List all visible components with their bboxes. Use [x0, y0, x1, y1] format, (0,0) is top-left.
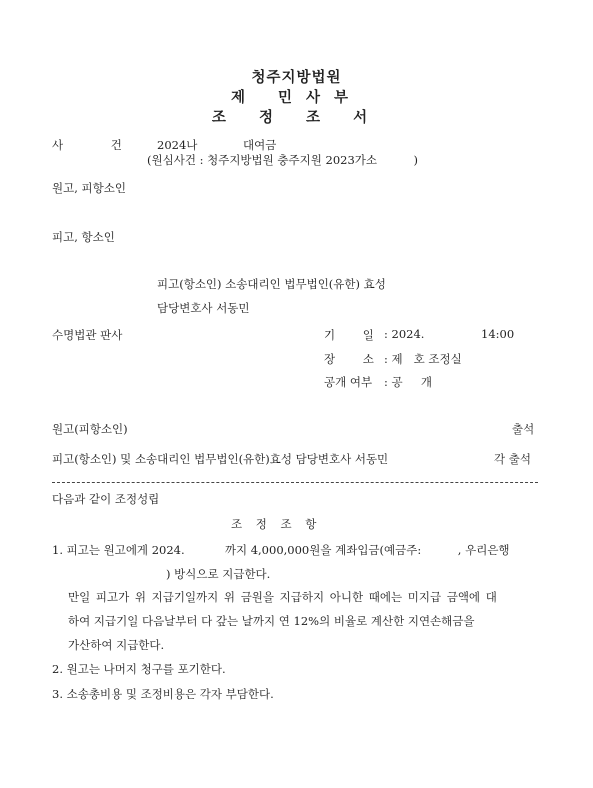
plaintiff-label: 원고, 피항소인 — [52, 181, 126, 195]
original-case: (원심사건 : 청주지방법원 충주지원 2023가소 ) — [147, 153, 419, 167]
division-name: 제 민사부 — [230, 90, 363, 106]
settlement-item-3: 3. 소송총비용 및 조정비용은 각자 부담한다. — [52, 687, 274, 701]
date-value: : 2024. — [384, 327, 425, 341]
settlement-item-1-clause-c: 가산하여 지급한다. — [68, 638, 165, 652]
judge-label: 수명법관 판사 — [52, 328, 123, 342]
settlement-item-2: 2. 원고는 나머지 청구를 포기한다. — [52, 662, 226, 676]
settlement-item-1-method: ) 방식으로 지급한다. — [166, 567, 271, 581]
date-label: 기 일 — [324, 328, 374, 342]
settlement-item-1-clause-a: 만일 피고가 위 지급기일까지 위 금원을 지급하지 아니한 때에는 미지급 금액에 대 — [68, 590, 497, 604]
plaintiff-attendance-status: 출석 — [512, 422, 535, 436]
section-divider — [52, 482, 538, 483]
settlement-item-1: 1. 피고는 원고에게 2024. 까지 4,000,000원을 계좌입금(예금주: , 우리은행 — [52, 543, 510, 557]
defendant-lawyer: 담당변호사 서동민 — [157, 301, 250, 315]
place-label: 장 소 — [324, 352, 374, 366]
settlement-item-1-clause-b: 하여 지급기일 다음날부터 다 갚는 날까지 연 12%의 비율로 계산한 지연손해금을 — [68, 614, 475, 628]
case-label: 사 건 — [52, 138, 122, 152]
defendant-agent: 피고(항소인) 소송대리인 법무법인(유한) 효성 — [157, 277, 386, 291]
settlement-heading: 조 정 조 항 — [231, 517, 317, 531]
defendant-label: 피고, 항소인 — [52, 230, 115, 244]
document-title: 조 정 조 서 — [211, 110, 382, 126]
plaintiff-attendance: 원고(피항소인) — [52, 422, 128, 436]
time-value: 14:00 — [481, 327, 515, 341]
settlement-intro: 다음과 같이 조정성립 — [52, 492, 160, 506]
case-name: 대여금 — [243, 138, 277, 152]
defendant-attendance: 피고(항소인) 및 소송대리인 법무법인(유한)효성 담당변호사 서동민 — [52, 452, 389, 466]
court-name: 청주지방법원 — [251, 70, 342, 86]
public-label: 공개 여부 — [324, 375, 373, 389]
case-number: 2024나 — [157, 138, 198, 152]
place-value: : 제 호 조정실 — [384, 352, 462, 366]
public-value: : 공 개 — [384, 375, 433, 389]
defendant-attendance-status: 각 출석 — [494, 452, 531, 466]
